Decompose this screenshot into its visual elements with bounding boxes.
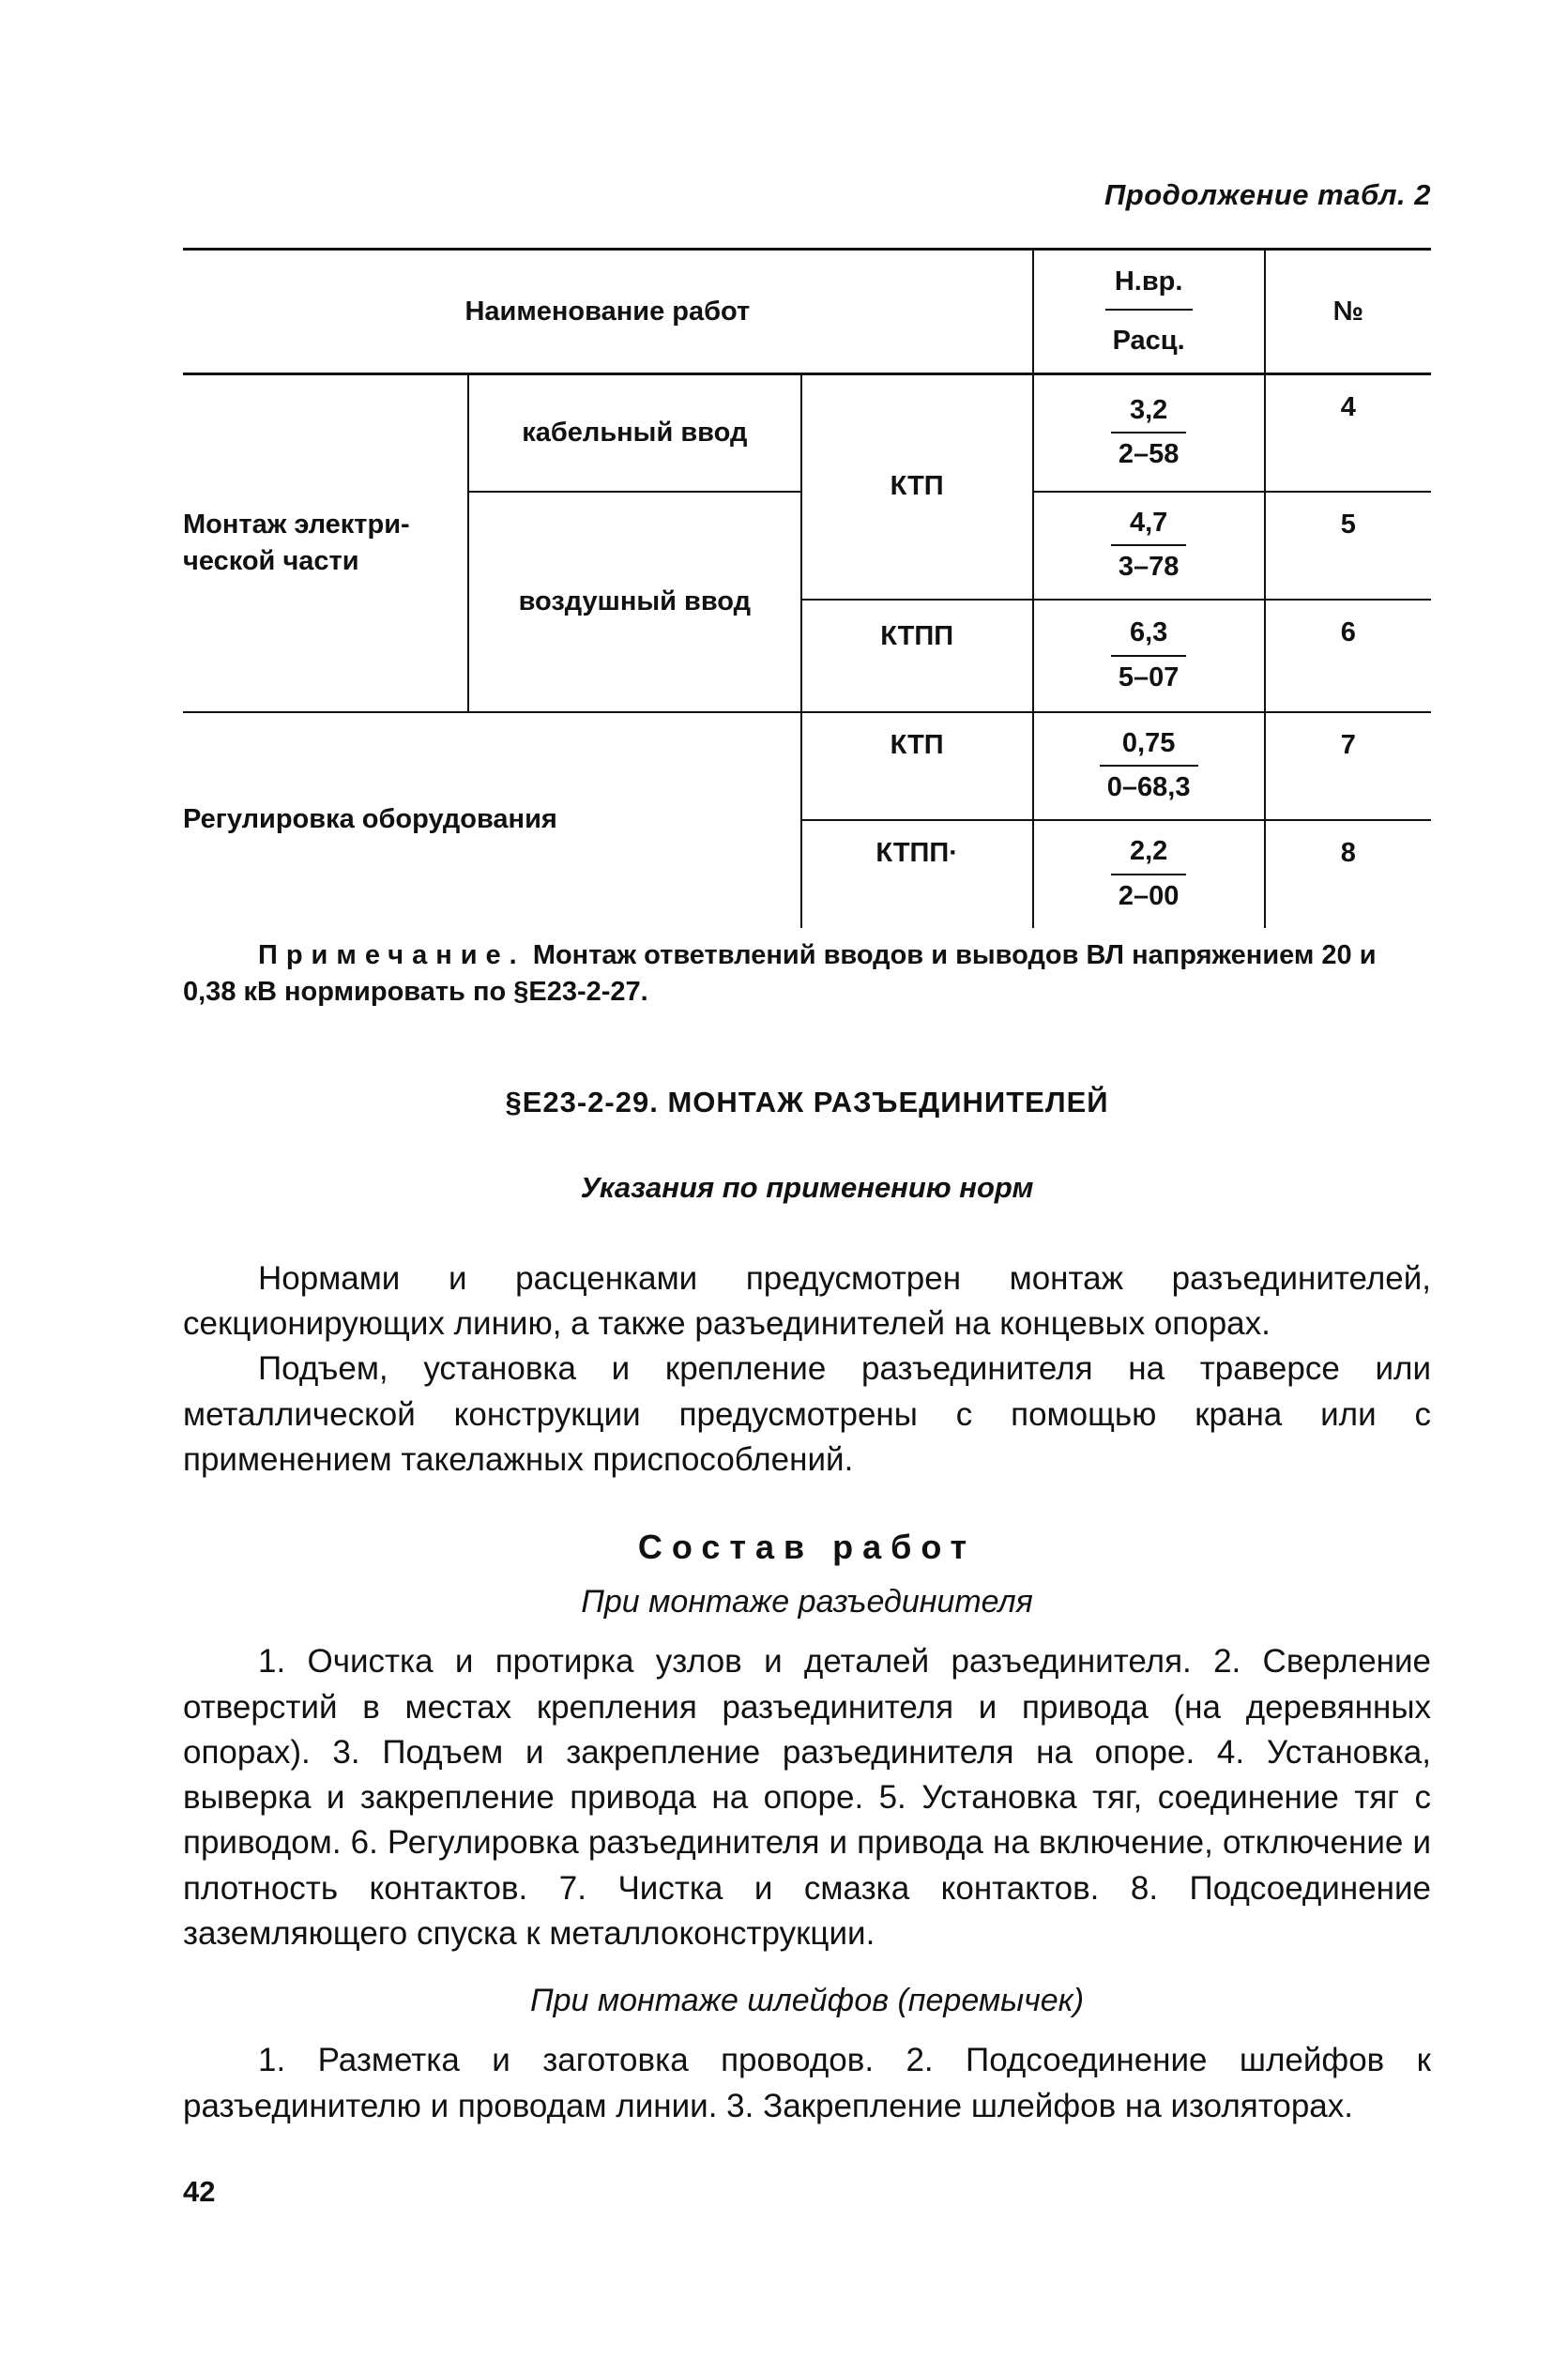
norm-rate-cell: [1033, 600, 1265, 712]
norm-rate-cell: [1033, 712, 1265, 820]
page-number: 42: [183, 2175, 216, 2208]
table-note: [183, 937, 1431, 1011]
rate-value: 2–58: [1118, 439, 1180, 470]
norm-value: 0,75: [1100, 728, 1198, 767]
norm-rate-cell: [1033, 820, 1265, 928]
guidance-title: Указания по применению норм: [580, 1170, 1034, 1204]
header-work-name: Наименование работ: [183, 250, 1033, 374]
guidance-paragraph: Подъем, установка и крепление разъединителя на траверсе или металлической конструкции предусмотрены с помощью крана или с применением такелажных приспособлений.: [183, 1350, 1431, 1478]
row-number: 7: [1265, 712, 1431, 820]
norm-value: 4,7: [1111, 508, 1187, 546]
section-title: §Е23-2-29. МОНТАЖ РАЗЪЕДИНИТЕЛЕЙ: [505, 1085, 1109, 1118]
norm-value: 2,2: [1111, 836, 1187, 875]
header-number: №: [1265, 250, 1431, 374]
note-label: Примечание.: [258, 939, 525, 970]
group-equipment-adjustment: Регулировка оборудования: [183, 804, 557, 835]
row-number: 5: [1265, 492, 1431, 600]
group-electrical-installation: Монтаж электри- ческой части: [183, 374, 468, 712]
norm-value: 3,2: [1111, 395, 1187, 434]
header-rate: Расц.: [1112, 326, 1185, 356]
norms-table: [183, 248, 1431, 928]
guidance-paragraph: Нормами и расценками предусмотрен монтаж разъединителей, секционирующих линию, а также разъединителей на концевых опорах.: [183, 1259, 1431, 1343]
station-ktpp: КТПП: [801, 600, 1033, 712]
composition-text: 1. Разметка и заготовка проводов. 2. Подсоединение шлейфов к разъединителю и проводам линии. 3. Закрепление шлейфов на изоляторах.: [183, 2042, 1431, 2124]
document-page: [183, 178, 1431, 2129]
composition-heading: При монтаже шлейфов (перемычек): [529, 1983, 1085, 2019]
composition-heading: При монтаже разъединителя: [581, 1584, 1033, 1620]
input-cable: кабельный ввод: [468, 374, 801, 492]
composition-title: Состав работ: [637, 1528, 977, 1567]
norm-rate-cell: [1033, 374, 1265, 492]
header-norm-time: Н.вр.: [1105, 266, 1193, 311]
norm-value: 6,3: [1111, 617, 1187, 656]
rate-value: 5–07: [1118, 662, 1180, 692]
rate-value: 3–78: [1118, 552, 1180, 582]
table-row: [183, 712, 1431, 820]
rate-value: 0–68,3: [1106, 772, 1191, 802]
row-number: 6: [1265, 600, 1431, 712]
row-number: 8: [1265, 820, 1431, 928]
table-row: [183, 374, 1431, 492]
station-ktp: КТП: [801, 374, 1033, 600]
norm-rate-cell: [1033, 492, 1265, 600]
table-continuation-caption: Продолжение табл. 2: [1104, 178, 1431, 211]
row-number: 4: [1265, 374, 1431, 492]
composition-text: 1. Очистка и протирка узлов и деталей разъединителя. 2. Сверление отверстий в местах крепления разъединителя и привода (на деревянных опорах). 3. Подъем и закрепление разъединителя на опоре. 4. Установка, выверка и закрепление привода на опоре. 5. Установка тяг, соединение тяг с приводом. 6. Регулировка разъединителя и привода на включение, отключение и плотность контактов. 7. Чистка и смазка контактов. 8. Подсоединение заземляющего спуска к металлоконструкции.: [183, 1643, 1431, 1953]
note-text: Монтаж ответвлений вводов и выводов ВЛ напряжением 20 и 0,38 кВ нормировать по §Е23-2-27.: [183, 939, 1377, 1007]
table-header-row: [183, 250, 1431, 374]
rate-value: 2–00: [1118, 880, 1180, 911]
station-ktp: КТП: [801, 712, 1033, 820]
header-norm-rate: [1033, 250, 1265, 374]
station-ktpp: КТПП·: [801, 820, 1033, 928]
input-air: воздушный ввод: [468, 492, 801, 712]
